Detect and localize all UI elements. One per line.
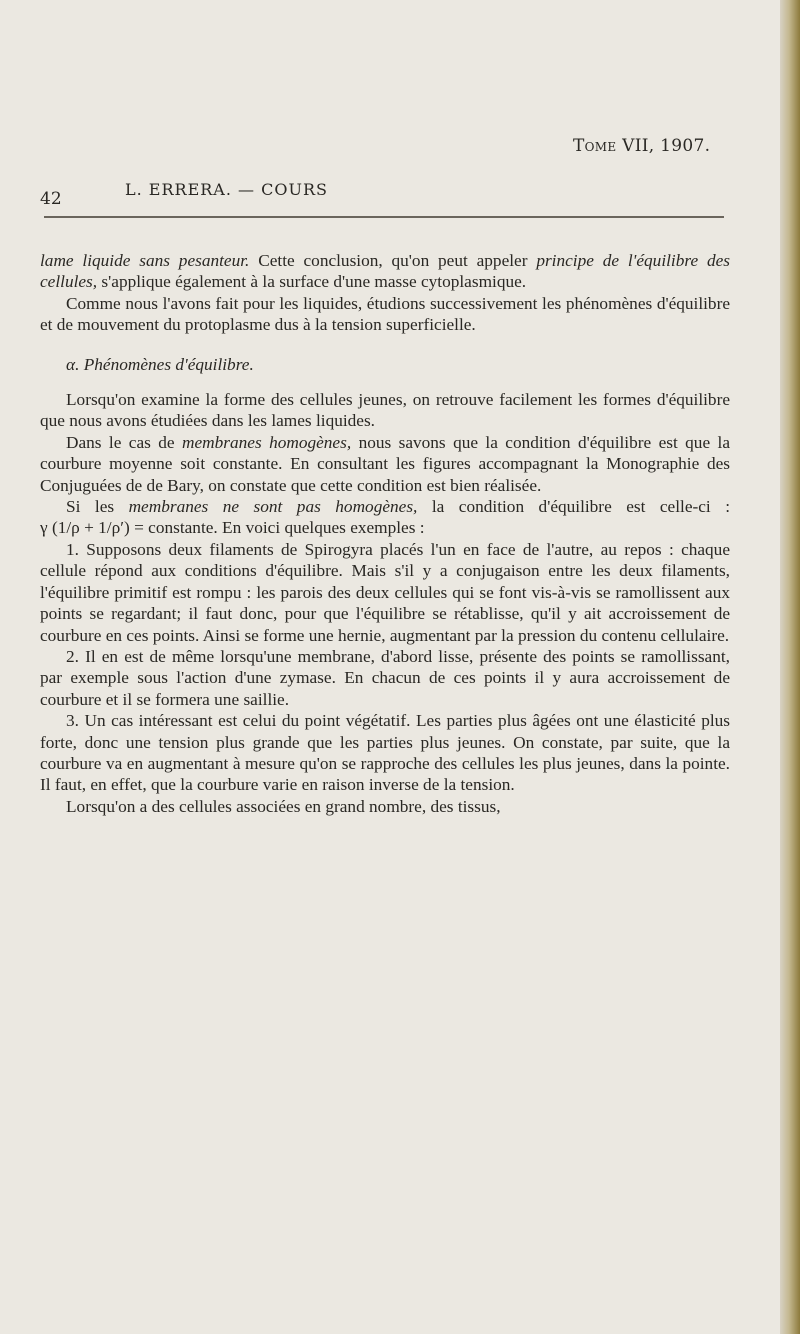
emphasis: membranes homogènes,	[182, 432, 352, 452]
section-heading: α. Phénomènes d'équilibre.	[66, 354, 254, 374]
emphasis: lame liquide sans pesanteur.	[40, 251, 250, 270]
formula: γ (1/ρ + 1/ρ′) = constante.	[40, 518, 218, 538]
paragraph-2: Comme nous l'avons fait pour les liquides, étudions successivement les phénomènes d'équilibre et de mouvement du protoplasme dus à la tension superficielle.	[40, 293, 730, 335]
text: s'applique également à la surface d'une masse cytoplasmique.	[97, 272, 527, 292]
paragraph-1	[40, 250, 730, 293]
header-rule	[44, 216, 724, 218]
text: Si les	[66, 497, 129, 517]
running-title: L. ERRERA. — COURS	[125, 180, 328, 199]
paragraph-4	[40, 432, 730, 496]
paragraph-7: 2. Il en est de même lorsqu'une membrane, d'abord lisse, présente des points se ramollissant, par exemple sous l'action d'une zymase. En chacun de ces points il y aura accroissement de courbure et il se formera une saillie.	[40, 646, 730, 709]
text: nous savons que la condition d'équilibre est que la courbure moyenne soit constante. En consultant les figures accompagnant la Monographie des Conjuguées de de Bary, on constate que cette condition est bien réalisée.	[40, 432, 730, 495]
paragraph-5	[40, 496, 730, 539]
text: En voici quelques exemples :	[217, 518, 425, 538]
emphasis: principe de l'équilibre des cellules,	[40, 251, 730, 292]
paragraph-8: 3. Un cas intéressant est celui du point végétatif. Les parties plus âgées ont une élasticité plus forte, donc une tension plus grande que les parties plus jeunes. On constate, par suite, que la courbure va en augmentant à mesure qu'on se rapproche des cellules les plus jeunes, dans la pointe. Il faut, en effet, que la courbure varie en raison inverse de la tension.	[40, 711, 730, 795]
body-text	[40, 250, 730, 817]
volume-label: Tome VII, 1907.	[573, 136, 711, 156]
text: la condition d'équilibre est celle-ci :	[417, 497, 731, 517]
page-number: 42	[40, 189, 62, 209]
text: Dans le cas de	[66, 432, 182, 452]
paragraph-9: Lorsqu'on a des cellules associées en grand nombre, des tissus,	[66, 796, 501, 816]
paragraph-3: Lorsqu'on examine la forme des cellules jeunes, on retrouve facilement les formes d'équilibre que nous avons étudiées dans les lames liquides.	[40, 390, 730, 431]
emphasis: membranes ne sont pas homogènes,	[128, 497, 418, 517]
paragraph-6: 1. Supposons deux filaments de Spirogyra placés l'un en face de l'autre, au repos : chaque cellule répond aux conditions d'équilibre. Mais s'il y a conjugaison entre les deux filaments, l'équilibre primitif est rompu : les parois des deux cellules qui se font vis-à-vis se ramollissent aux points se regardant; il faut donc, pour que l'équilibre se rétablisse, qu'il y ait accroissement de courbure en ces points. Ainsi se forme une hernie, augmentant par la pression du contenu cellulaire.	[40, 539, 730, 645]
page-edge	[780, 0, 800, 1334]
text: Cette conclusion, qu'on peut appeler	[249, 251, 537, 270]
